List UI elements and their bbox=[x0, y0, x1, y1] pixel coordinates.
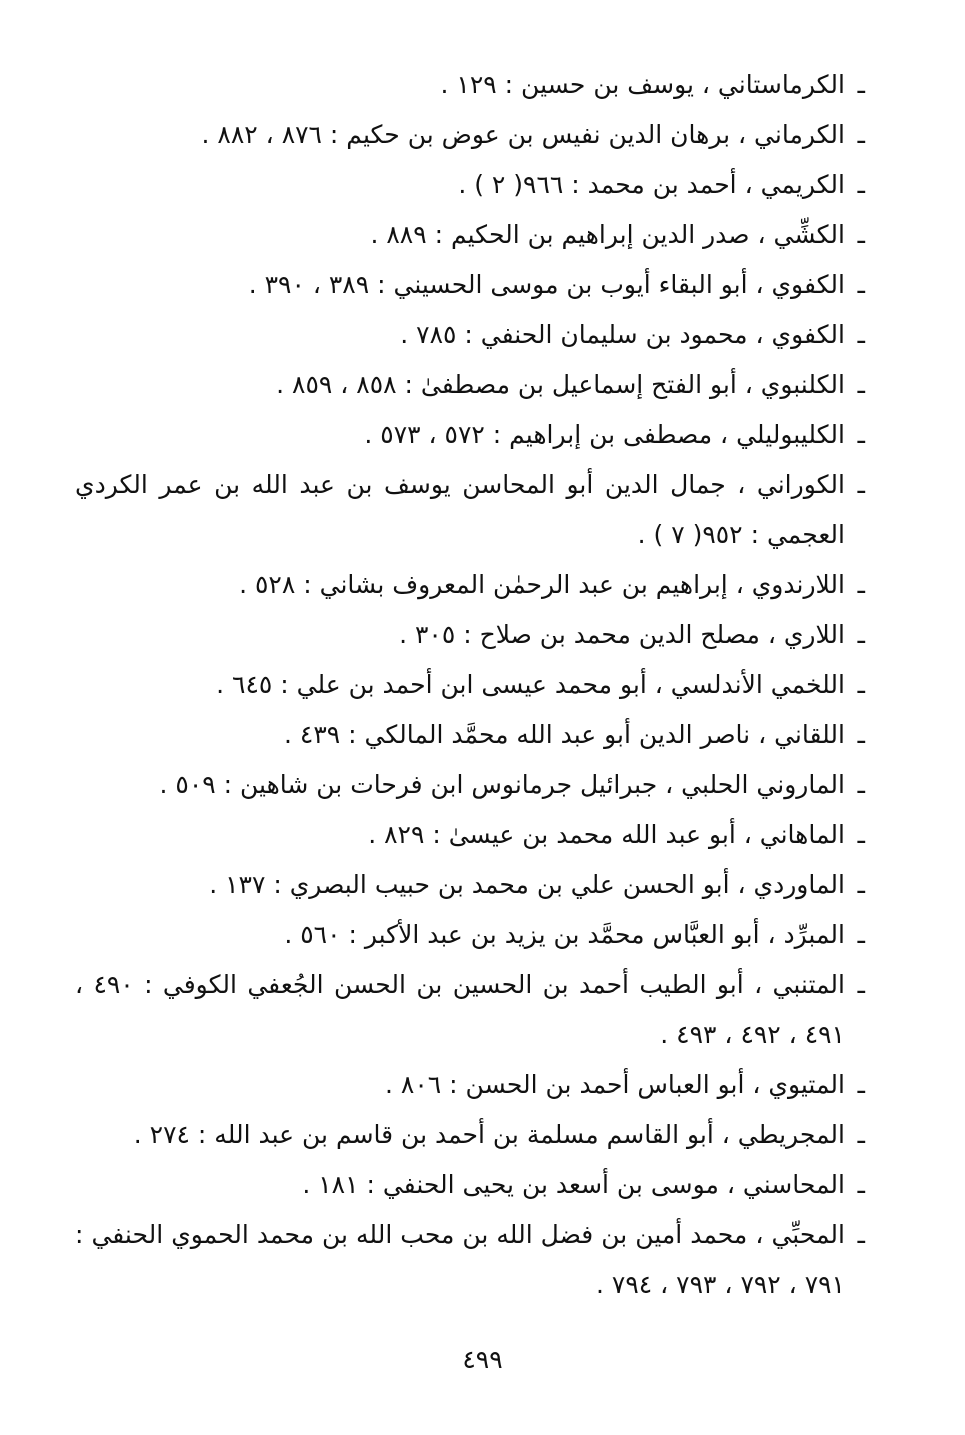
entry-text: الكفوي ، محمود بن سليمان الحنفي : ٧٨٥ . bbox=[400, 320, 845, 349]
index-entry bbox=[75, 660, 865, 710]
entry-dash: ـ bbox=[857, 470, 865, 499]
index-entry bbox=[75, 160, 865, 210]
entry-dash: ـ bbox=[857, 870, 865, 899]
entry-text: الكرماني ، برهان الدين نفيس بن عوض بن حكيم : ٨٧٦ ، ٨٨٢ . bbox=[201, 120, 845, 149]
index-entry bbox=[75, 1160, 865, 1210]
entry-dash: ـ bbox=[857, 1120, 865, 1149]
entry-text: الكرماستاني ، يوسف بن حسين : ١٢٩ . bbox=[440, 70, 845, 99]
entry-text: اللارندوي ، إبراهيم بن عبد الرحمٰن المعروف بشاني : ٥٢٨ . bbox=[239, 570, 845, 599]
entry-text: المبرِّد ، أبو العبَّاس محمَّد بن يزيد بن عبد الأكبر : ٥٦٠ . bbox=[284, 920, 845, 949]
entry-text: اللخمي الأندلسي ، أبو محمد عيسى ابن أحمد بن علي : ٦٤٥ . bbox=[216, 670, 845, 699]
entry-text: الكليبوليلي ، مصطفى بن إبراهيم : ٥٧٢ ، ٥٧٣ . bbox=[364, 420, 845, 449]
entry-text: المحاسني ، موسى بن أسعد بن يحيى الحنفي : ١٨١ . bbox=[302, 1170, 845, 1199]
index-entry bbox=[75, 1210, 865, 1310]
index-entry bbox=[75, 260, 865, 310]
entry-dash: ـ bbox=[857, 770, 865, 799]
index-entry bbox=[75, 610, 865, 660]
index-entry bbox=[75, 710, 865, 760]
entry-dash: ـ bbox=[857, 620, 865, 649]
entry-text: المتيوي ، أبو العباس أحمد بن الحسن : ٨٠٦ . bbox=[385, 1070, 845, 1099]
entry-text: المحبِّي ، محمد أمين بن فضل الله بن محب الله بن محمد الحموي الحنفي : ٧٩١ ، ٧٩٢ ، ٧٩٣ ، ٧٩٤ . bbox=[75, 1220, 845, 1299]
index-entry bbox=[75, 360, 865, 410]
entry-dash: ـ bbox=[857, 70, 865, 99]
index-entry bbox=[75, 810, 865, 860]
entry-text: المجريطي ، أبو القاسم مسلمة بن أحمد بن قاسم بن عبد الله : ٢٧٤ . bbox=[133, 1120, 845, 1149]
index-entry bbox=[75, 310, 865, 360]
entry-text: الكوراني ، جمال الدين أبو المحاسن يوسف بن عبد الله بن عمر الكردي العجمي : ٩٥٢( ٧ ) . bbox=[75, 470, 845, 549]
entry-dash: ـ bbox=[857, 820, 865, 849]
entry-dash: ـ bbox=[857, 720, 865, 749]
entry-dash: ـ bbox=[857, 1170, 865, 1199]
entry-dash: ـ bbox=[857, 1070, 865, 1099]
entry-dash: ـ bbox=[857, 270, 865, 299]
entry-dash: ـ bbox=[857, 170, 865, 199]
entry-text: الماروني الحلبي ، جبرائيل جرمانوس ابن فرحات بن شاهين : ٥٠٩ . bbox=[159, 770, 845, 799]
index-entry bbox=[75, 110, 865, 160]
entry-text: الكريمي ، أحمد بن محمد : ٩٦٦( ٢ ) . bbox=[458, 170, 845, 199]
entry-text: الماهاني ، أبو عبد الله محمد بن عيسىٰ : ٨٢٩ . bbox=[368, 820, 845, 849]
index-entry bbox=[75, 910, 865, 960]
index-entry bbox=[75, 60, 865, 110]
entry-dash: ـ bbox=[857, 420, 865, 449]
entry-text: الكفوي ، أبو البقاء أيوب بن موسى الحسيني : ٣٨٩ ، ٣٩٠ . bbox=[248, 270, 845, 299]
name-index-list bbox=[75, 60, 865, 1310]
index-entry bbox=[75, 560, 865, 610]
entry-text: الكشِّي ، صدر الدين إبراهيم بن الحكيم : ٨٨٩ . bbox=[370, 220, 845, 249]
entry-dash: ـ bbox=[857, 370, 865, 399]
entry-text: اللقاني ، ناصر الدين أبو عبد الله محمَّد المالكي : ٤٣٩ . bbox=[284, 720, 845, 749]
entry-dash: ـ bbox=[857, 320, 865, 349]
entry-dash: ـ bbox=[857, 120, 865, 149]
page-number: ٤٩٩ bbox=[462, 1345, 503, 1374]
entry-dash: ـ bbox=[857, 970, 865, 999]
index-entry bbox=[75, 760, 865, 810]
entry-dash: ـ bbox=[857, 570, 865, 599]
index-entry bbox=[75, 210, 865, 260]
index-entry bbox=[75, 460, 865, 560]
index-entry bbox=[75, 1060, 865, 1110]
entry-text: الكلنبوي ، أبو الفتح إسماعيل بن مصطفىٰ : ٨٥٨ ، ٨٥٩ . bbox=[276, 370, 845, 399]
entry-text: اللاري ، مصلح الدين محمد بن صلاح : ٣٠٥ . bbox=[399, 620, 845, 649]
index-entry bbox=[75, 1110, 865, 1160]
entry-dash: ـ bbox=[857, 670, 865, 699]
index-entry bbox=[75, 960, 865, 1060]
entry-dash: ـ bbox=[857, 920, 865, 949]
entry-dash: ـ bbox=[857, 1220, 865, 1249]
index-entry bbox=[75, 860, 865, 910]
index-entry bbox=[75, 410, 865, 460]
entry-dash: ـ bbox=[857, 220, 865, 249]
entry-text: المتنبي ، أبو الطيب أحمد بن الحسين بن الحسن الجُعفي الكوفي : ٤٩٠ ، ٤٩١ ، ٤٩٢ ، ٤٩٣ . bbox=[75, 970, 845, 1049]
entry-text: الماوردي ، أبو الحسن علي بن محمد بن حبيب البصري : ١٣٧ . bbox=[209, 870, 845, 899]
